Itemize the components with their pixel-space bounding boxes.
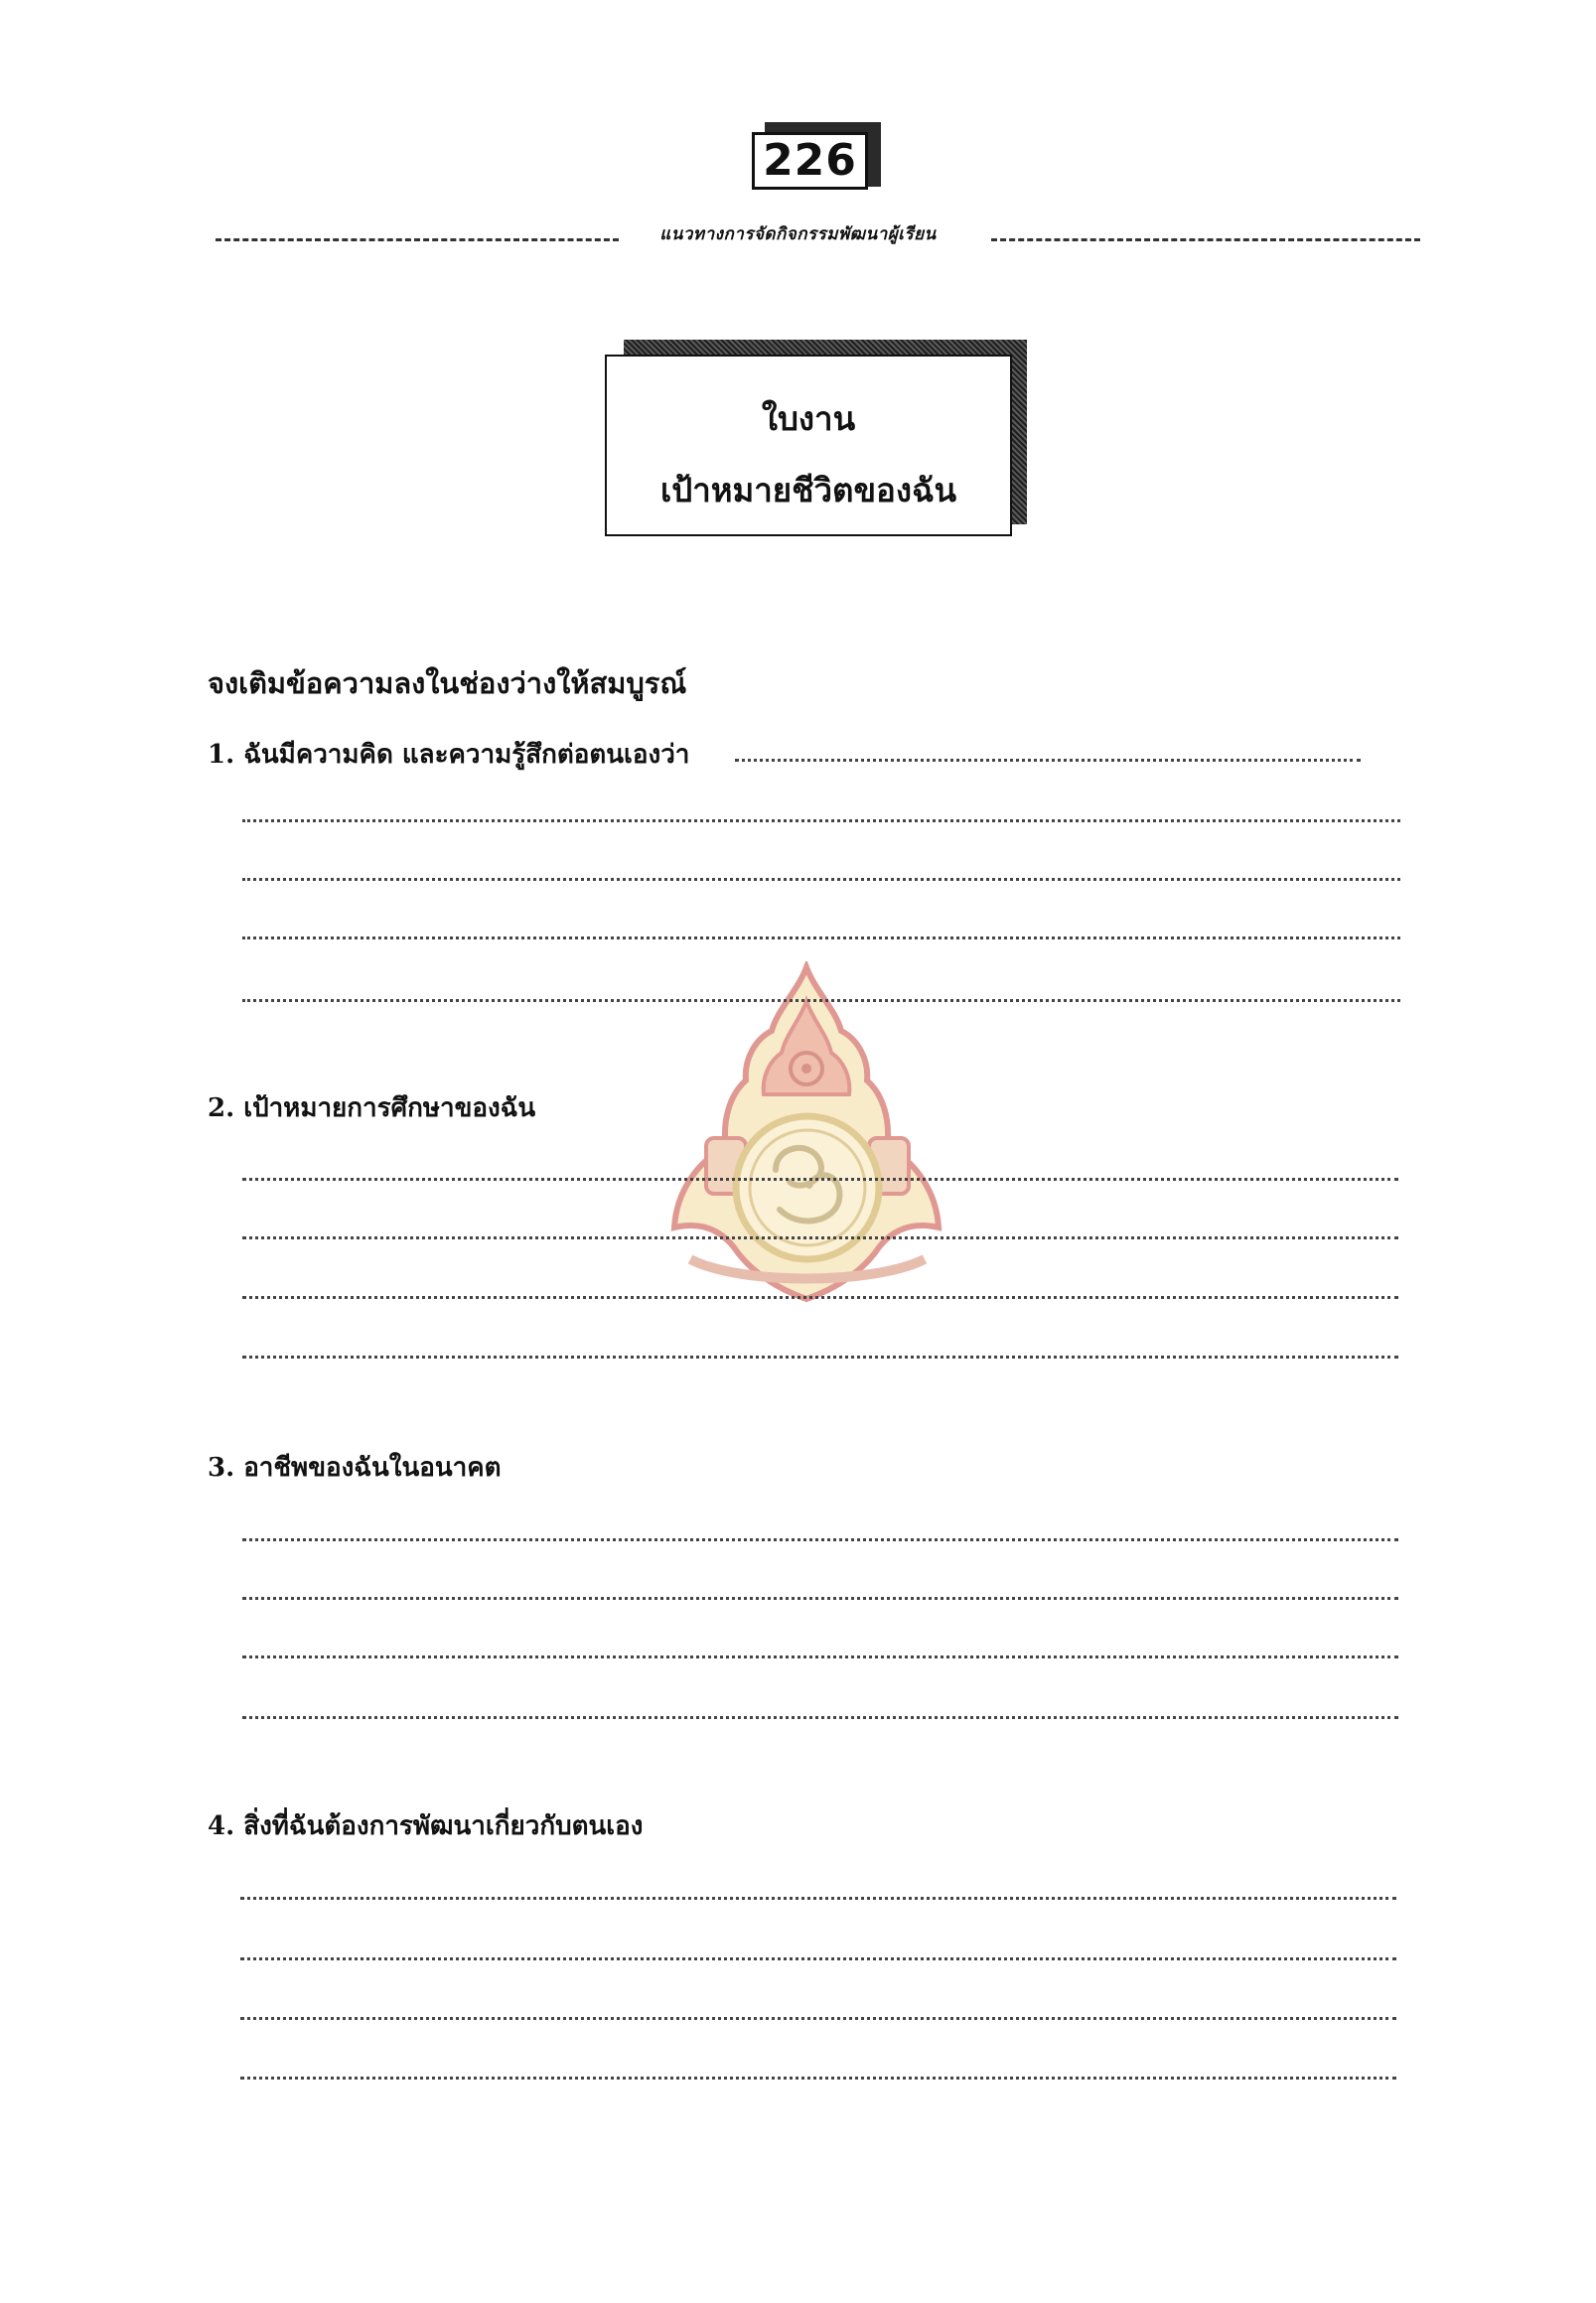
question-4-answer-line-3[interactable] [240,2017,1396,2020]
question-1-answer-line-1[interactable] [735,759,1361,762]
question-3-answer-line-3[interactable] [242,1655,1398,1658]
question-3-answer-line-1[interactable] [242,1538,1398,1541]
question-4-answer-line-4[interactable] [240,2077,1396,2080]
question-3-label: 3. อาชีพของฉันในอนาคต [208,1453,502,1483]
question-1-answer-line-5[interactable] [242,999,1400,1002]
worksheet-label: ใบงาน [761,399,856,438]
question-1-answer-line-3[interactable] [242,878,1400,881]
question-3-answer-line-2[interactable] [242,1597,1398,1600]
question-2-answer-line-2[interactable] [242,1236,1398,1239]
question-3-answer-line-4[interactable] [242,1716,1398,1719]
question-2-label: 2. เป้าหมายการศึกษาของฉัน [208,1093,536,1123]
education-office-seal-icon [660,961,953,1319]
header-rule-right [991,238,1420,241]
instruction-text: จงเติมข้อความลงในช่องว่างให้สมบูรณ์ [208,666,687,700]
page-number: 226 [752,132,868,190]
question-2-answer-line-4[interactable] [242,1356,1398,1359]
running-header: แนวทางการจัดกิจกรรมพัฒนาผู้เรียน [659,224,937,244]
worksheet-title-box [605,355,1012,536]
question-1-label: 1. ฉันมีความคิด และความรู้สึกต่อตนเองว่า [208,740,690,770]
question-2-answer-line-1[interactable] [242,1178,1398,1181]
question-4-answer-line-1[interactable] [240,1897,1396,1900]
worksheet-title: เป้าหมายชีวิตของฉัน [659,471,956,509]
question-1-answer-line-4[interactable] [242,936,1400,939]
question-1-answer-line-2[interactable] [242,819,1400,822]
question-4-answer-line-2[interactable] [240,1957,1396,1960]
question-4-label: 4. สิ่งที่ฉันต้องการพัฒนาเกี่ยวกับตนเอง [208,1811,644,1841]
question-2-answer-line-3[interactable] [242,1296,1398,1299]
